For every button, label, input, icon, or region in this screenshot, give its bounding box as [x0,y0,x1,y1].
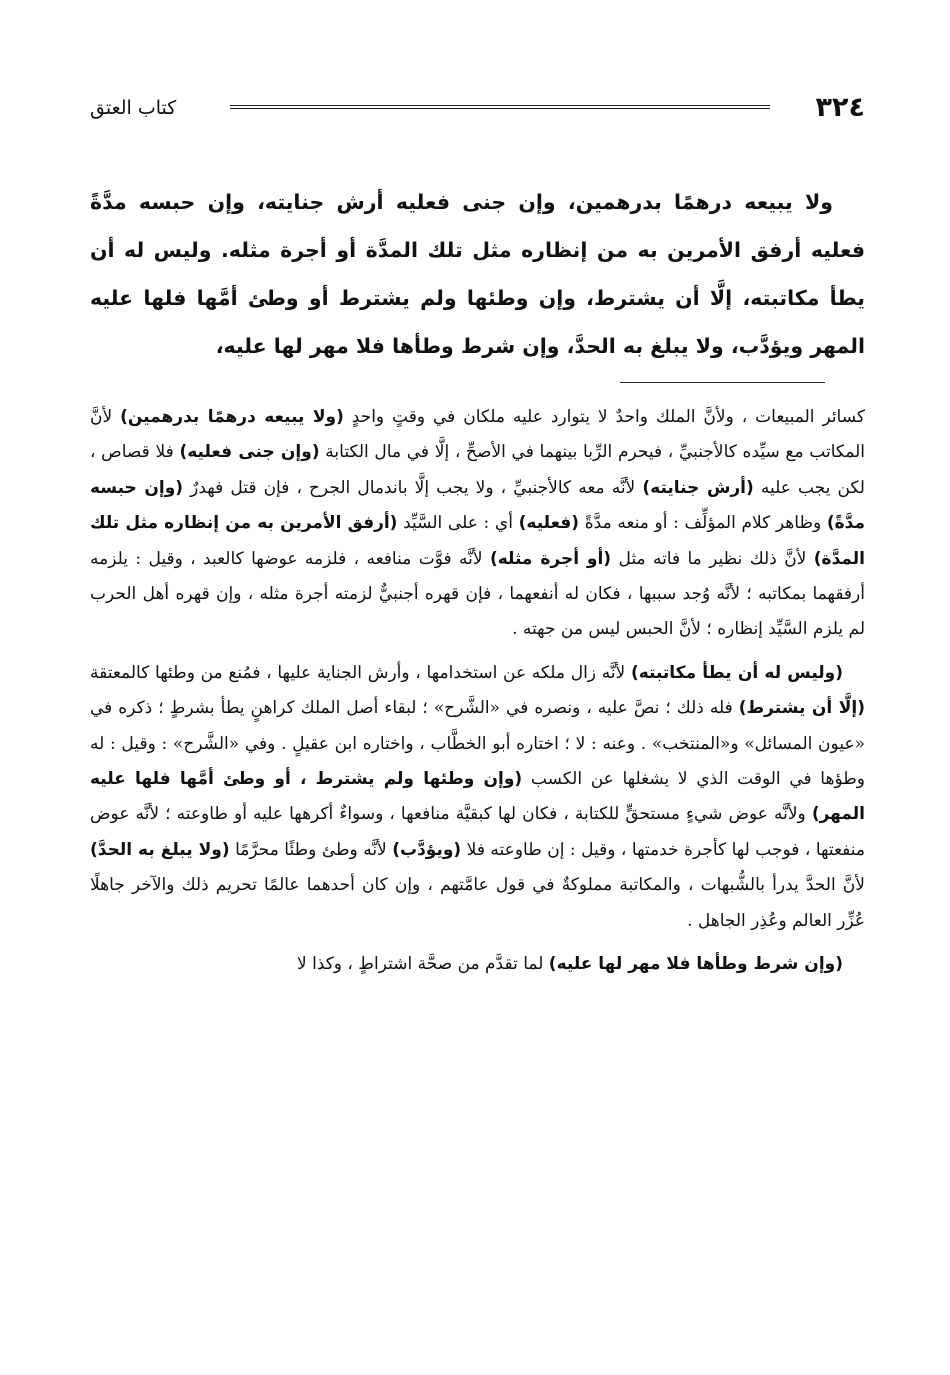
running-header [90,92,865,124]
commentary-text: لأنَّه فوَّت منافعه ، فلزمه عوضها كالعبد ، وقيل : يلزمه أرفقهما بمكاتبه ؛ لأنَّه وُجد سببها ، فكان له أنفعهما ، فإن قهره أجنبيٌّ لزمته أجرة مثله ، وإن قهره أهل الحرب لم يلزم السَّيِّد إنظاره ؛ لأنَّ الحبس ليس من جهته . [90,548,865,640]
quoted-matn: (ولا يبيعه درهمًا بدرهمين) [120,407,344,427]
commentary-text: لأنَّه وطئ وطئًا محرَّمًا [229,839,393,860]
quoted-matn: (أرش جنايته) [642,477,754,498]
footnote-rule [620,382,825,383]
quoted-matn: (ويؤدَّب) [392,839,462,860]
commentary-text: كسائر المبيعات ، ولأنَّ الملك واحدٌ لا يتوارد عليه ملكان في وقتٍ واحدٍ [343,407,865,427]
commentary-text: فله ذلك ؛ نصَّ عليه ، ونصره في «الشَّرح» ؛ لبقاء أصل الملك كراهنٍ يطأ بشرطٍ ؛ ذكره في «عيون المسائل» و«المنتخب» . وعنه : لا ؛ اختاره أبو الخطَّاب ، واختاره ابن عقيلٍ . وفي «الشَّرح» : وقيل : له وطؤها في الوقت الذي لا يشغلها عن الكسب [90,698,865,790]
commentary-text: فلا قصاص ، لكن يجب عليه [90,442,865,498]
commentary-text: ولأنَّه عوض شيءٍ مستحقٍّ للكتابة ، فكان لها كبقيَّة منافعها ، وسواءٌ أكرهها عليه أو طاوعته ؛ لأنَّه عوض منفعتها ، فوجب لها كأجرة خدمتها ، وقيل : إن طاوعته فلا [90,804,865,860]
commentary-text: لما تقدَّم من صحَّة اشتراطٍ ، وكذا لا [296,954,549,975]
quoted-matn: (وإن وطئها ولم يشترط ، أو وطئ أمَّها فلها عليه المهر) [90,769,865,825]
commentary-text: لأنَّ الحدَّ يدرأ بالشُّبهات ، والمكاتبة مملوكةٌ في قول عامَّتهم ، وإن كان أحدهما عالمًا تحريم ذلك والآخر جاهلًا عُزِّر العالم وعُذِر الجاهل . [90,875,865,931]
commentary-text: وظاهر كلام المؤلِّف : أو منعه مدَّةً [579,513,827,534]
quoted-matn: (ولا يبلغ به الحدَّ) [90,839,230,860]
commentary-paragraph-2 [90,656,865,939]
main-text [90,178,865,370]
commentary-text: لأنَّه زال ملكه عن استخدامها ، وأرش الجناية عليها ، فمُنع من وطئها كالمعتقة [90,662,631,683]
commentary-text: أي : على السَّيِّد [397,513,519,534]
commentary-text: لأنَّ ذلك نظير ما فاته مثل [611,548,814,569]
header-rule [230,105,770,109]
quoted-matn: (وليس له أن يطأ مكاتبته) [630,662,843,683]
quoted-matn: (وإن شرط وطأها فلا مهر لها عليه) [548,954,843,975]
commentary [90,400,865,991]
commentary-text: لأنَّ المكاتب مع سيِّده كالأجنبيِّ ، فيحرم الرِّبا بينهما في الأصحِّ ، إلَّا في مال الكتابة [90,407,866,463]
main-text-paragraph: ولا يبيعه درهمًا بدرهمين، وإن جنى فعليه أرش جنايته، وإن حبسه مدَّةً فعليه أرفق الأمرين به من إنظاره مثل تلك المدَّة أو أجرة مثله. وليس له أن يطأ مكاتبته، إلَّا أن يشترط، وإن وطئها ولم يشترط أو وطئ أمَّها فلها عليه المهر ويؤدَّب، ولا يبلغ به الحدَّ، وإن شرط وطأها فلا مهر لها عليه، [90,190,865,358]
commentary-paragraph-3 [90,947,865,982]
quoted-matn: (أرفق الأمرين به من إنظاره مثل تلك المدَّة) [90,513,865,569]
page-number: ٣٢٤ [815,92,865,123]
quoted-matn: (أو أجرة مثله) [489,548,612,569]
quoted-matn: (فعليه) [518,513,580,534]
quoted-matn: (إلَّا أن يشترط) [738,698,865,719]
quoted-matn: (وإن حبسه مدَّةً) [90,477,866,534]
commentary-text: لأنَّه معه كالأجنبيِّ ، ولا يجب إلَّا باندمال الجرح ، فإن قتل فهدرٌ [183,477,643,498]
commentary-paragraph-1 [90,400,865,648]
book-title: كتاب العتق [90,97,177,119]
quoted-matn: (وإن جنى فعليه) [179,442,320,463]
